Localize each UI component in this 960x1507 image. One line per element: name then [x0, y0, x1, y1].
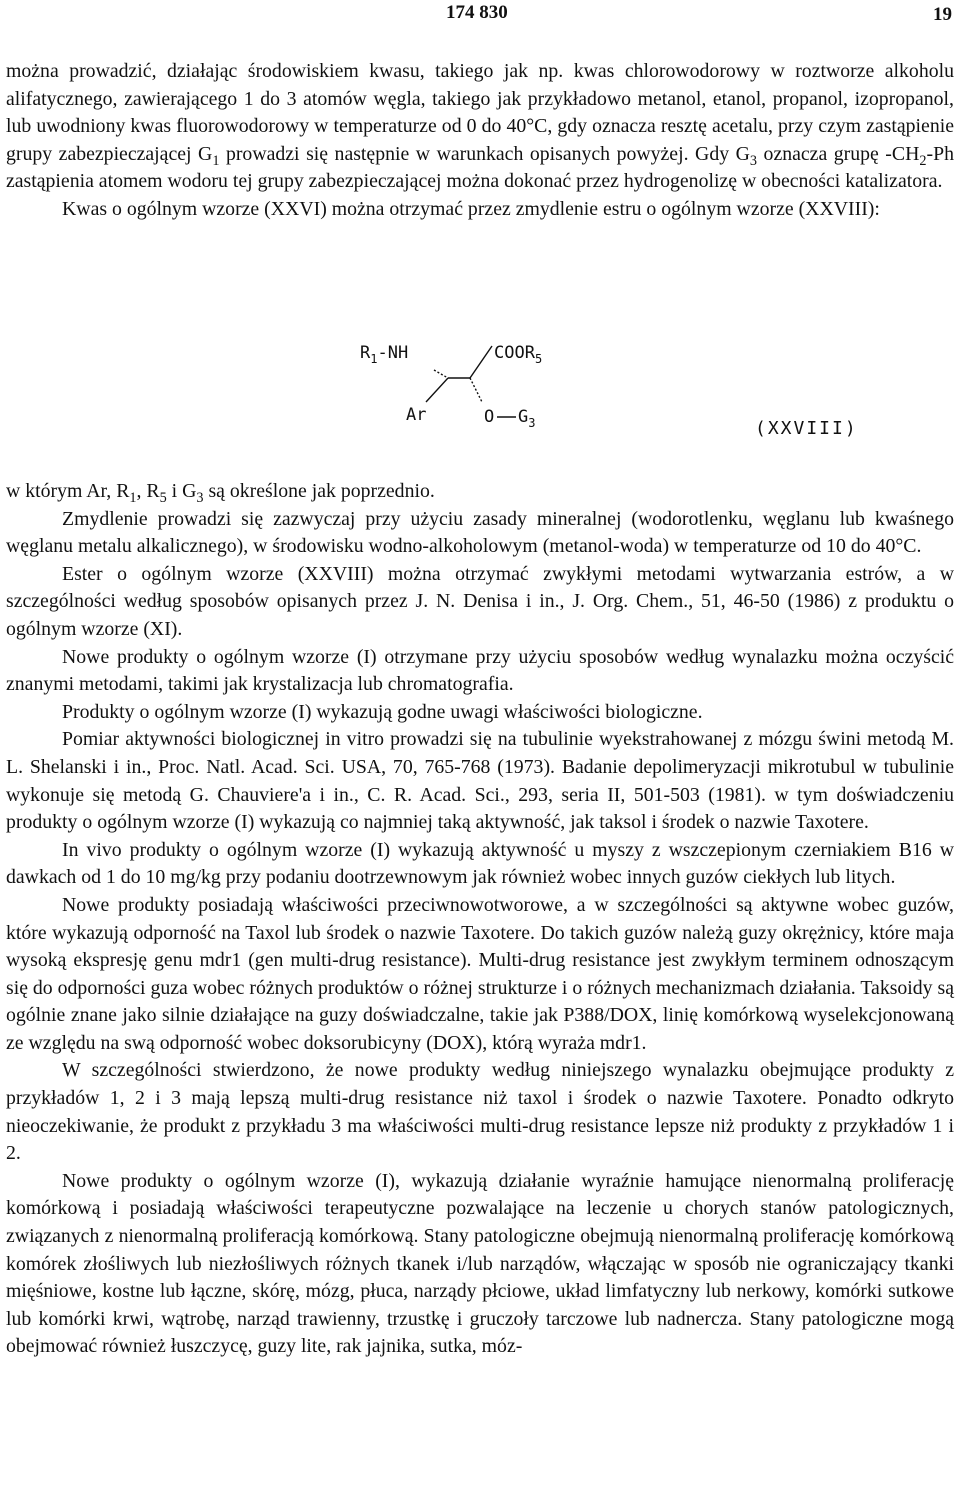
chemical-formula-xxviii: [360, 330, 960, 470]
paragraph: Ester o ogólnym wzorze (XXVIII) można otrzymać zwykłymi metodami wytwarzania estrów, a w szczególności według sposobów opisanych przez J. N. Denisa i in., J. Org. Chem., 51, 46-50 (1986) z produktu o ogólnym wzorze (XI).: [6, 562, 954, 640]
paragraph: Nowe produkty o ogólnym wzorze (I), wykazują działanie wyraźnie hamujące nienormalną proliferację komórkową i posiadają właściwości terapeutyczne pozwalające na leczenie u chorych stanów patologicznych, związanych z nienormalną proliferacją komórkową. Stany patologiczne obejmują nienormalną proliferację komórkową komórek złośliwych lub niezłośliwych różnych tkanek i/lub narządów, włączając w sposób nie ograniczający tkanki mięśniowe, kostne lub łączne, skórę, mózg, płuca, narządy płciowe, układ limfatyczny lub nerkowy, komórki sutkowe lub komórki krwi, wątrobę, narząd trawienny, trzustkę i gruczoły tarczowe lub nadnercza. Stany patologiczne mogą obejmować również łuszczycę, guzy lite, rak jajnika, sutka, móz-: [6, 1169, 954, 1358]
paragraph: można prowadzić, działając środowiskiem kwasu, takiego jak np. kwas chlorowodorowy w roztworze alkoholu alifatycznego, zawierającego 1 do 3 atomów węgla, takiego jak przykładowo metanol, etanol, propanol, izopropanol, lub uwodniony kwas fluorowodorowy w temperaturze od 0 do 40°C, gdy oznacza resztę acetalu, przy czym zastąpienie grupy zabezpieczającej $G_1$ prowadzi się następnie w warunkach opisanych powyżej. Gdy $G_3$ oznacza grupę $-CH_2-Ph$ zastąpienia atomem wodoru tej grupy zabezpieczającej można dokonać przez hydrogenolizę w obecności katalizatora.: [6, 60, 954, 193]
paragraph: Nowe produkty posiadają właściwości przeciwnowotworowe, a w szczególności są aktywne wobec guzów, które wykazują odporność na Taxol lub środek o nazwie Taxotere. Do takich guzów należą guzy okrężnicy, które maja wysoką ekspresję genu mdr1 (gen multi-drug resistance). Multi-drug resistance jest zwykłym terminem odnoszącym się do odporności guza wobec różnych produktów o różnej strukturze i o różnych mechanizmach działania. Taksoidy są ogólnie znane jako silnie działające na guzy doświadczalne, takie jak P388/DOX, linię komórkową wyselekcjonowaną ze względu na swą odporność wobec doksorubicyny (DOX), którą wyraża mdr1.: [6, 893, 954, 1054]
text-block-bottom: [6, 478, 954, 1361]
ar-label: Ar: [406, 405, 427, 425]
bond: [470, 346, 492, 378]
paragraph: w którym Ar, $R_1$, $R_5$ i $G_3$ są określone jak poprzednio.: [6, 480, 435, 506]
page-number: 19: [933, 4, 952, 25]
paragraph: Nowe produkty o ogólnym wzorze (I) otrzymane przy użyciu sposobów według wynalazku można oczyścić znanymi metodami, takimi jak krystalizacja lub chromatografia.: [6, 645, 954, 696]
hash-bond: [434, 370, 448, 378]
r1-label: $R_1-NH$: [360, 343, 409, 366]
page-header: [0, 0, 960, 36]
oxygen-label: O: [484, 407, 495, 427]
hash-bond: [470, 378, 482, 402]
text-block-top: [6, 58, 954, 224]
coor5-label: $COOR_5$: [494, 343, 543, 366]
bond: [426, 378, 448, 402]
paragraph: In vivo produkty o ogólnym wzorze (I) wykazują aktywność u myszy z wszczepionym czerniakiem B16 w dawkach od 1 do 10 mg/kg przy podaniu dootrzewnowym jak również wobec innych guzów ciekłych lub litych.: [6, 838, 954, 889]
paragraph: Pomiar aktywności biologicznej in vitro prowadzi się na tubulinie wyekstrahowanej z mózgu świni metodą M. L. Shelanski i in., Proc. Natl. Acad. Sci. USA, 70, 765-768 (1973). Badanie depolimeryzacji mikrotubul w tubulinie wykonuje się metodą G. Chauviere'a i in., C. R. Acad. Sci., 293, seria II, 501-503 (1981). w tym doświadczeniu produkty o ogólnym wzorze (I) wykazują co najmniej taką aktywność, jak taksol i środek o nazwie Taxotere.: [6, 728, 954, 834]
paragraph: Kwas o ogólnym wzorze (XXVI) można otrzymać przez zmydlenie estru o ogólnym wzorze (XXVIII):: [62, 197, 880, 220]
paragraph: Zmydlenie prowadzi się zazwyczaj przy użyciu zasady mineralnej (wodorotlenku, węglanu lub kwaśnego węglanu metalu alkalicznego), w środowisku wodno-alkoholowym (metanol-woda) w temperaturze od 10 do 40°C.: [6, 507, 954, 558]
structure-drawing: [360, 330, 960, 470]
paragraph: W szczególności stwierdzono, że nowe produkty według niniejszego wynalazku obejmujące produkty z przykładów 1, 2 i 3 mają lepszą multi-drug resistance niż taxol i środek o nazwie Taxotere. Ponadto odkryto nieoczekiwanie, że produkt z przykładu 3 ma właściwości multi-drug resistance lepsze niż produkty z przykładów 1 i 2.: [6, 1059, 954, 1165]
g3-label: $G_3$: [518, 407, 536, 430]
patent-number: 174 830: [446, 2, 508, 23]
paragraph: Produkty o ogólnym wzorze (I) wykazują godne uwagi właściwości biologiczne.: [62, 700, 703, 723]
formula-number: (XXVIII): [755, 418, 858, 439]
